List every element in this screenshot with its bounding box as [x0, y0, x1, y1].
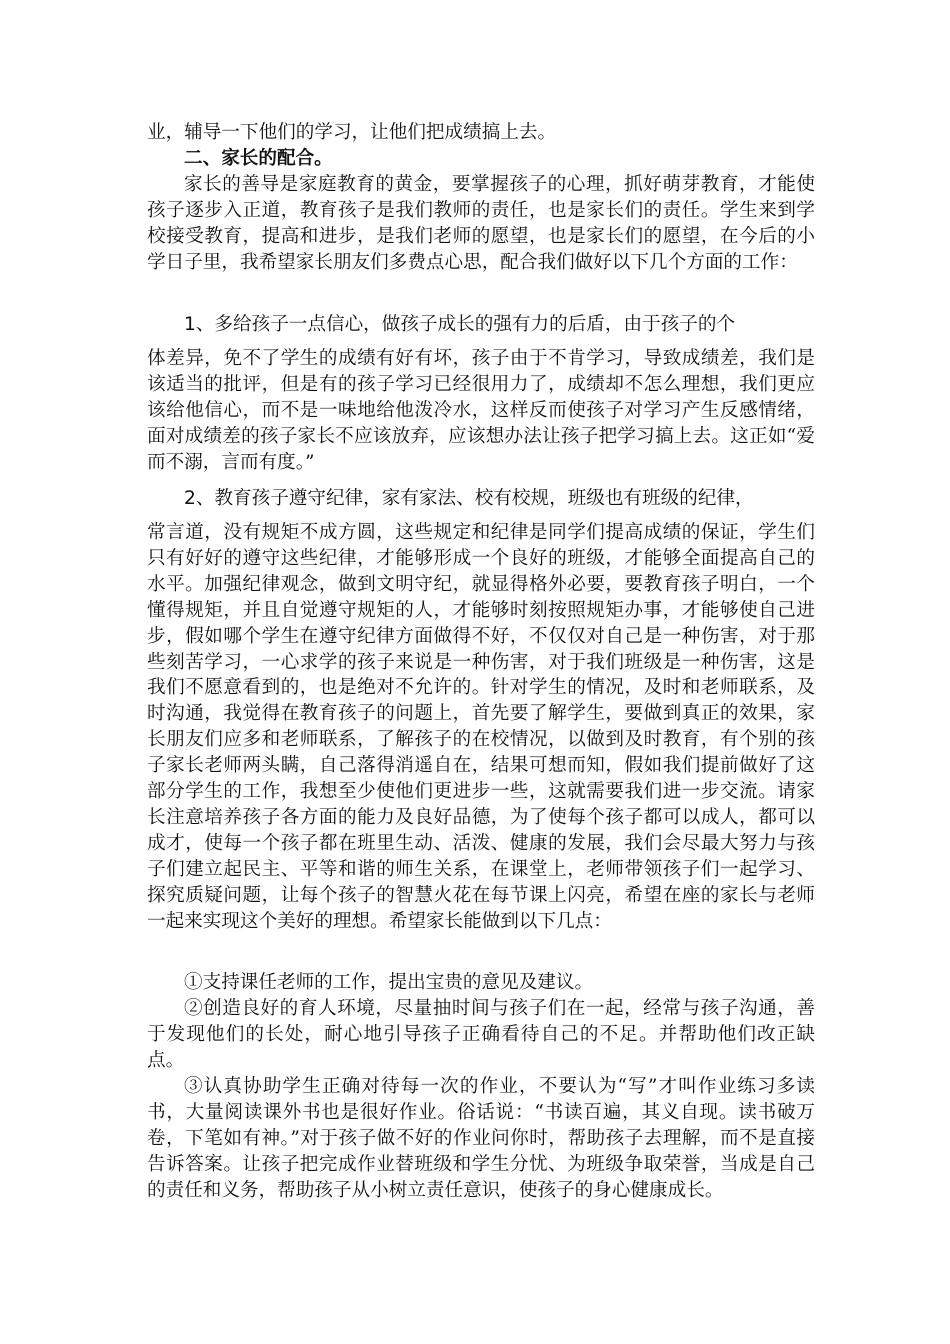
point-1: ①支持课任老师的工作，提出宝贵的意见及建议。 — [184, 972, 594, 993]
item-2-body: 常言道，没有规矩不成方圆，这些规定和纪律是同学们提高成绩的保证，学生们只有好好的遵守这些纪律，才能够形成一个良好的班级，才能够全面提高自己的水平。加强纪律观念，做到文明守纪，就显得格外必要，要教育孩子明白，一个懂得规矩，并且自觉遵守规矩的人，才能够时刻按照规矩办事，才能够使自己进步，假如哪个学生在遵守纪律方面做得不好，不仅仅对自己是一种伤害，对于那些刻苦学习，一心求学的孩子来说是一种伤害，对于我们班级是一种伤害，这是我们不愿意看到的，也是绝对不允许的。针对学生的情况，及时和老师联系，及时沟通，我觉得在教育孩子的问题上，首先要了解学生，要做到真正的效果，家长朋友们应多和老师联系，了解孩子的在校情况，以做到及时教育，有个别的孩子家长老师两头瞒，自己落得消遥自在，结果可想而知，假如我们提前做好了这部分学生的工作，我想至少使他们更进步一些，这就需要我们进一步交流。请家长注意培养孩子各方面的能力及良好品德，为了使每个孩子都可以成人，都可以成才，使每一个孩子都在班里生动、活泼、健康的发展，我们会尽最大努力与孩子们建立起民主、平等和谐的师生关系，在课堂上，老师带领孩子们一起学习、探究质疑问题，让每个孩子的智慧火花在每节课上闪亮，希望在座的家长与老师一起来实现这个美好的理想。希望家长能做到以下几点： — [147, 522, 815, 932]
section-heading: 二、家长的配合。 — [184, 148, 333, 169]
paragraph-continuation: 业，辅导一下他们的学习，让他们把成绩搞上去。 — [147, 122, 557, 143]
item-2-text: 2、教育孩子遵守纪律，家有家法、校有校规，班级也有班级的纪律， — [184, 488, 754, 509]
point-3: ③认真协助学生正确对待每一次的作业，不要认为“写”才叫作业练习多读书，大量阅读课外书也是很好作业。俗话说：“书读百遍，其义自现。读书破万卷，下笔如有神。”对于孩子做不好的作业问你时，帮助孩子去理解，而不是直接告诉答案。让孩子把完成作业替班级和学生分忧、为班级争取荣誉，当成是自己的责任和义务，帮助孩子从小树立责任意识，使孩子的身心健康成长。 — [147, 1076, 815, 1201]
item-1-first-line — [147, 312, 815, 338]
point-2: ②创造良好的育人环境，尽量抽时间与孩子们在一起，经常与孩子沟通，善于发现他们的长处，耐心地引导孩子正确看待自己的不足。并帮助他们改正缺点。 — [147, 998, 815, 1071]
item-1-text: 1、多给孩子一点信心，做孩子成长的强有力的后盾，由于孩子的个 — [184, 314, 736, 335]
item-1-body: 体差异，免不了学生的成绩有好有坏，孩子由于不肯学习，导致成绩差，我们是该适当的批评，但是有的孩子学习已经很用力了，成绩却不怎么理想，我们更应该给他信心，而不是一味地给他泼冷水，这样反而使孩子对学习产生反感情绪，面对成绩差的孩子家长不应该放弃，应该想办法让孩子把学习搞上去。这正如“爱而不溺，言而有度。” — [147, 348, 815, 473]
item-2-first-line — [147, 486, 815, 512]
paragraph-intro: 家长的善导是家庭教育的黄金，要掌握孩子的心理，抓好萌芽教育，才能使孩子逐步入正道，教育孩子是我们教师的责任，也是家长们的责任。学生来到学校接受教育，提高和进步，是我们老师的愿望，也是家长们的愿望，在今后的小学日子里，我希望家长朋友们多费点心思，配合我们做好以下几个方面的工作： — [147, 174, 815, 273]
